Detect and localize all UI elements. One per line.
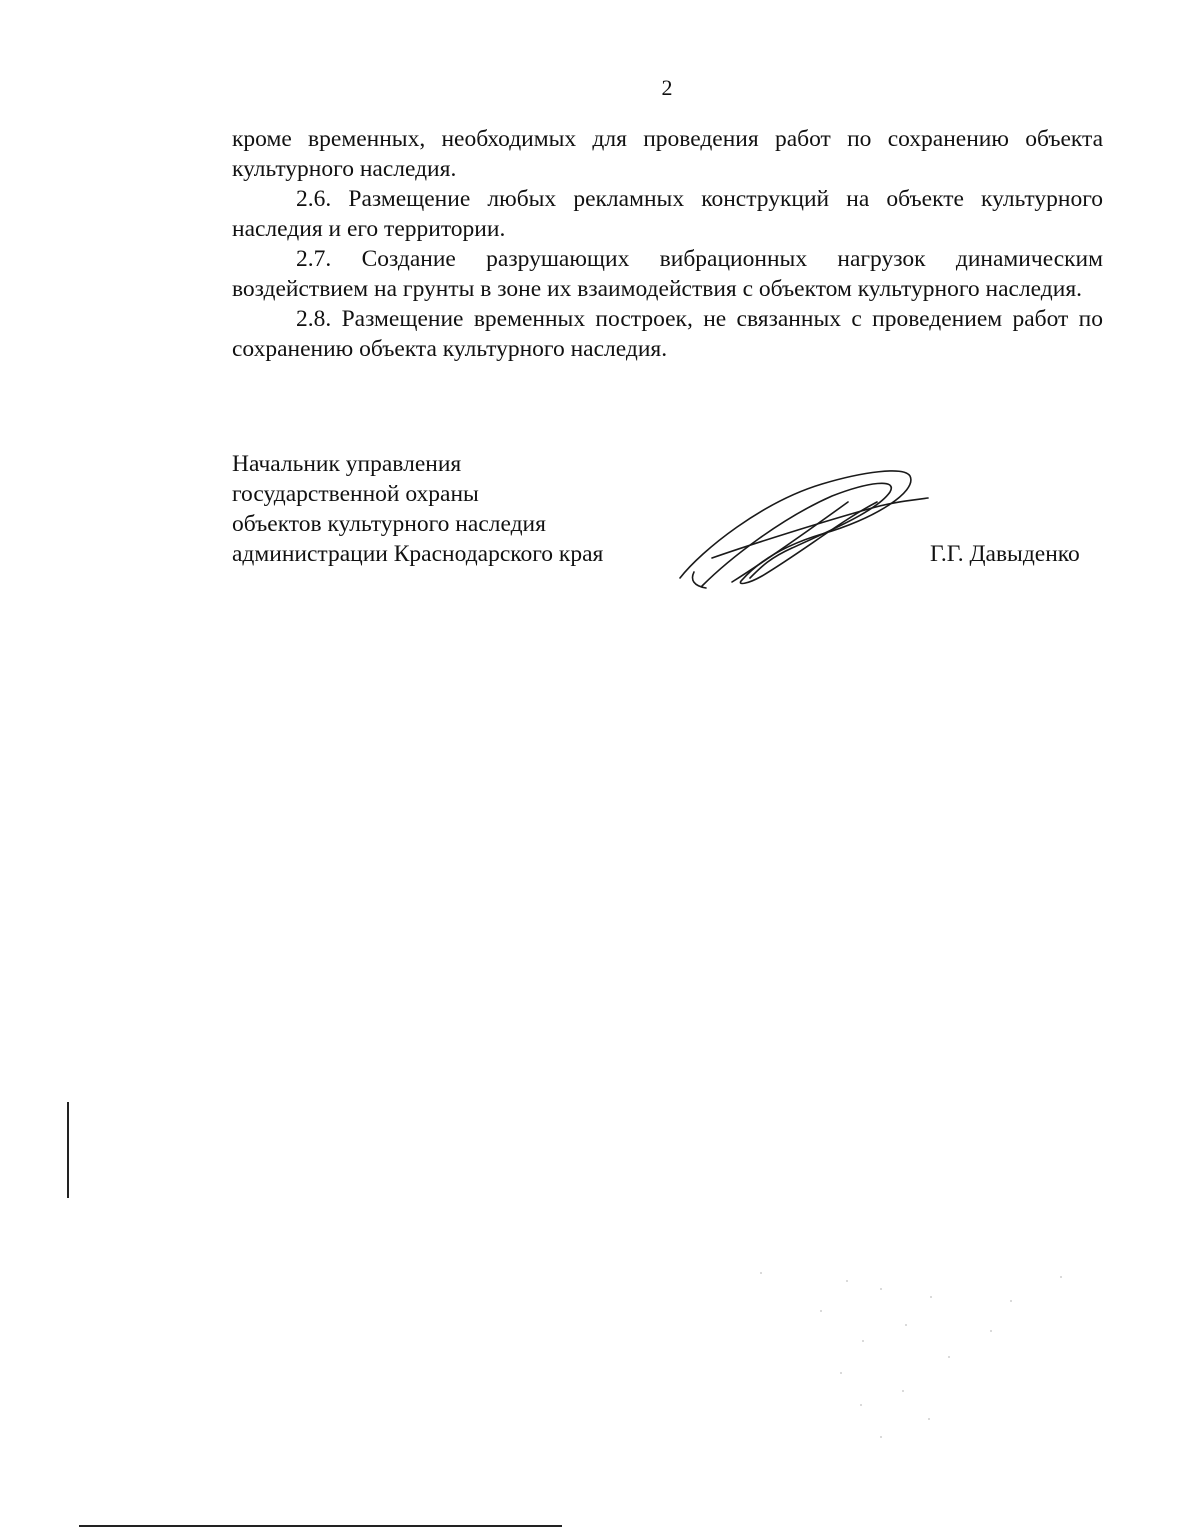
footer-rule <box>79 1525 562 1527</box>
paragraph-item-2-8: 2.8. Размещение временных построек, не связанных с проведением работ по сохранению объекта культурного наследия. <box>232 306 1103 362</box>
signatory-position <box>232 449 603 569</box>
position-line: государственной охраны <box>232 481 479 507</box>
margin-scan-mark <box>67 1102 69 1198</box>
signer-name: Г.Г. Давыденко <box>930 541 1080 567</box>
position-line: Начальник управления <box>232 451 462 477</box>
paragraph-item-2-6: 2.6. Размещение любых рекламных конструкций на объекте культурного наследия и его территории. <box>232 186 1103 242</box>
paragraph-item-2-7: 2.7. Создание разрушающих вибрационных нагрузок динамическим воздействием на грунты в зоне их взаимодействия с объектом культурного наследия. <box>232 246 1103 302</box>
position-line: объектов культурного наследия <box>232 511 546 537</box>
document-body <box>232 124 1103 364</box>
paragraph-continuation: кроме временных, необходимых для проведения работ по сохранению объекта культурного наследия. <box>232 126 1103 182</box>
handwritten-signature <box>672 462 934 592</box>
position-line: администрации Краснодарского края <box>232 541 604 567</box>
page-number: 2 <box>661 75 673 100</box>
